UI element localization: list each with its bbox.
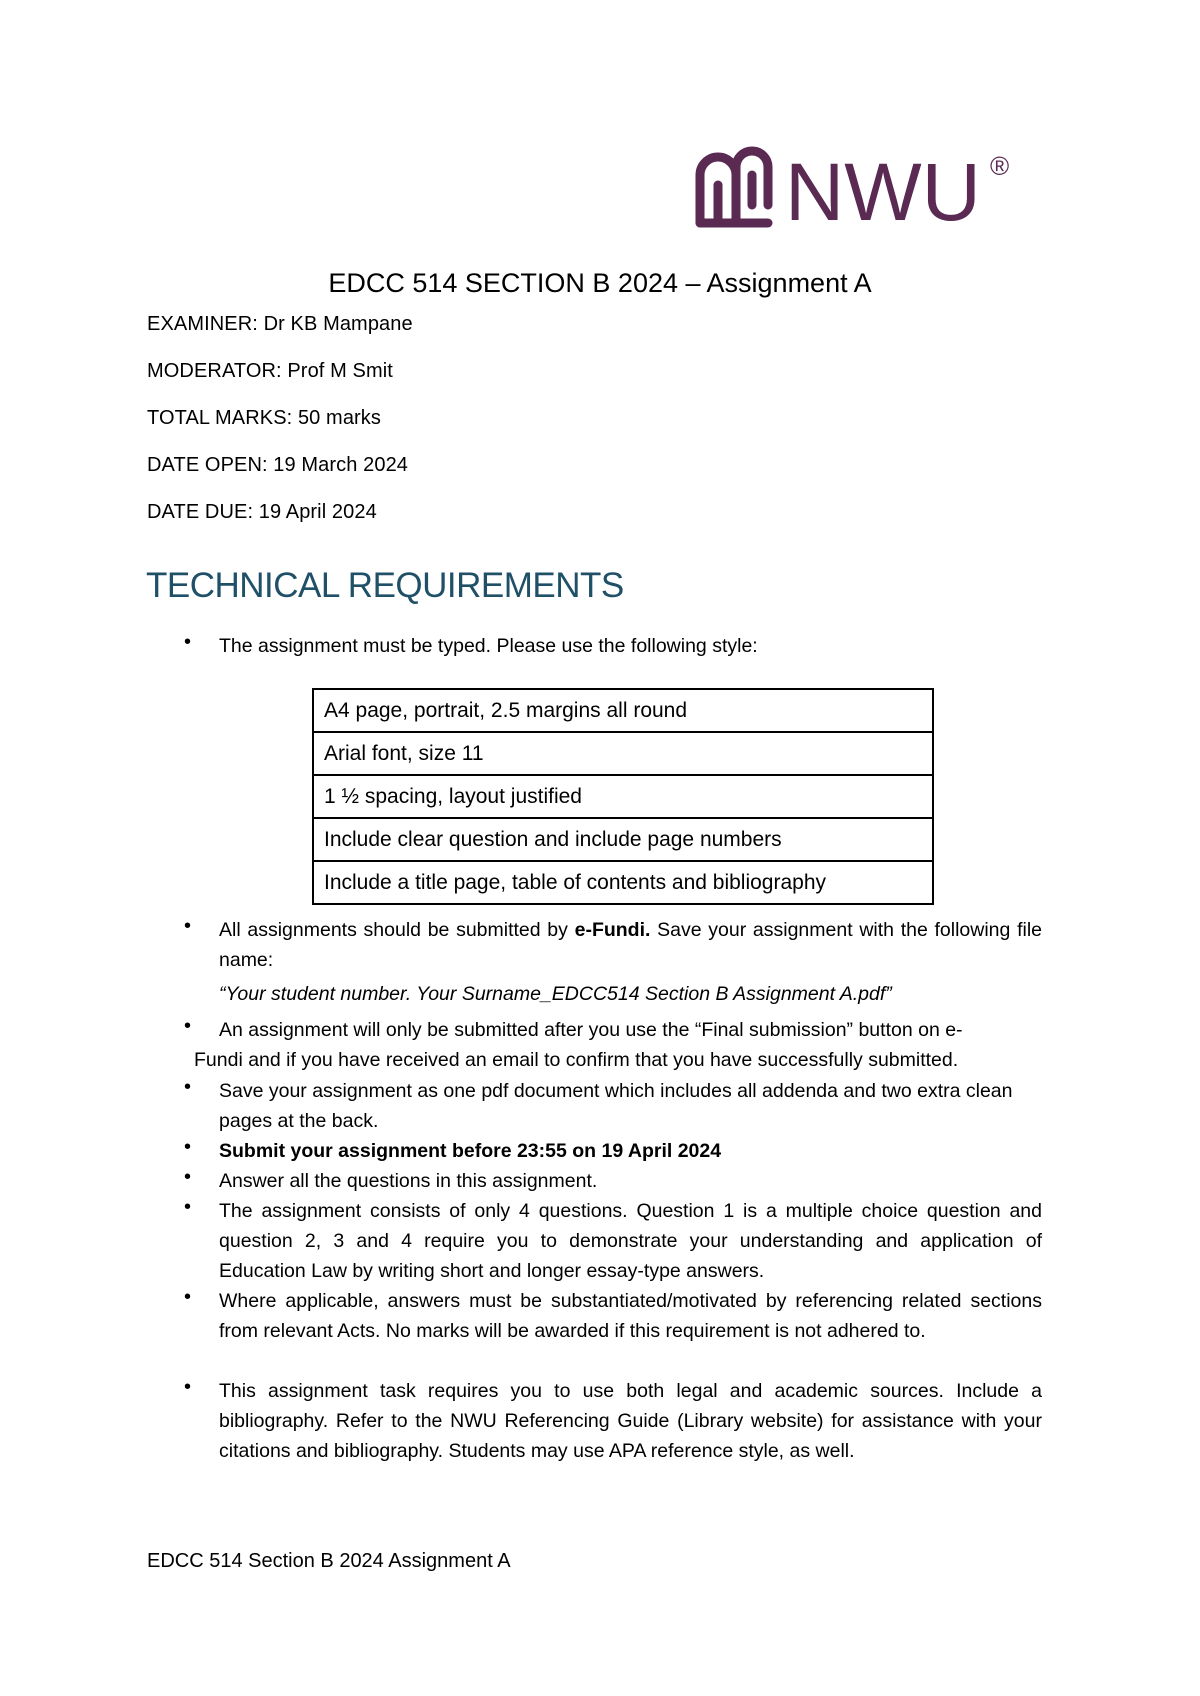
bullet-deadline: Submit your assignment before 23:55 on 19 April 2024 <box>219 1140 722 1162</box>
bullet-sources: This assignment task requires you to use both legal and academic sources. Include a bibliography. Refer to the NWU Referencing Guide (Library website) for assistance with your citations and bibliography. Students may use APA reference style, as well. <box>219 1380 1042 1462</box>
bullet-referencing: Where applicable, answers must be substantiated/motivated by referencing related sections from relevant Acts. No marks will be awarded if this requirement is not adhered to. <box>219 1290 1042 1342</box>
date-open: DATE OPEN: 19 March 2024 <box>147 454 409 476</box>
svg-text:®: ® <box>990 151 1010 181</box>
moderator: MODERATOR: Prof M Smit <box>147 360 393 382</box>
bullet-text: Save your assignment with the following file name: <box>219 919 1042 971</box>
bullet-final-submission: An assignment will only be submitted after you use the “Final submission” button on e- <box>219 1019 963 1041</box>
bullet-answer-all: Answer all the questions in this assignment. <box>219 1170 598 1192</box>
file-name-format: “Your student number. Your Surname_EDCC514 Section B Assignment A.pdf” <box>219 983 892 1005</box>
table-cell: A4 page, portrait, 2.5 margins all round <box>313 689 933 732</box>
date-due: DATE DUE: 19 April 2024 <box>147 501 377 523</box>
bullet-pdf: Save your assignment as one pdf document which includes all addenda and two extra clean pages at the back. <box>219 1080 1013 1132</box>
table-row <box>313 689 933 732</box>
bullet-icon: • <box>184 1376 192 1398</box>
document-title: EDCC 514 SECTION B 2024 – Assignment A <box>328 268 872 298</box>
bullet-icon: • <box>184 1286 192 1308</box>
bullet-icon: • <box>184 1166 192 1188</box>
bullet-icon: • <box>184 1196 192 1218</box>
bullet-questions: The assignment consists of only 4 questions. Question 1 is a multiple choice question and question 2, 3 and 4 require you to demonstrate your understanding and application of Education Law by writing short and longer essay-type answers. <box>219 1200 1042 1282</box>
table-row <box>313 775 933 818</box>
bullet-icon: • <box>184 1076 192 1098</box>
bullet-icon: • <box>184 1015 192 1037</box>
total-marks: TOTAL MARKS: 50 marks <box>147 407 382 429</box>
table-row <box>313 818 933 861</box>
table-cell: 1 ½ spacing, layout justified <box>313 775 933 818</box>
table-row <box>313 861 933 904</box>
logo-text: NWU <box>785 147 981 235</box>
bullet-icon: • <box>184 631 192 653</box>
page-footer: EDCC 514 Section B 2024 Assignment A <box>147 1550 511 1572</box>
table-cell: Include clear question and include page numbers <box>313 818 933 861</box>
examiner: EXAMINER: Dr KB Mampane <box>147 313 413 335</box>
table-row <box>313 732 933 775</box>
bullet-icon: • <box>184 915 192 937</box>
bullet-final-submission-cont: Fundi and if you have received an email to confirm that you have successfully submitted. <box>194 1049 959 1071</box>
bullet-submission <box>219 915 1042 975</box>
style-table <box>312 688 934 905</box>
table-cell: Arial font, size 11 <box>313 732 933 775</box>
bullet-typed: The assignment must be typed. Please use the following style: <box>219 635 758 657</box>
efundi-label: e-Fundi. <box>574 919 651 941</box>
nwu-logo <box>690 145 1030 235</box>
table-cell: Include a title page, table of contents and bibliography <box>313 861 933 904</box>
bullet-icon: • <box>184 1136 192 1158</box>
bullet-text: All assignments should be submitted by <box>219 919 575 941</box>
section-heading: TECHNICAL REQUIREMENTS <box>146 566 624 605</box>
